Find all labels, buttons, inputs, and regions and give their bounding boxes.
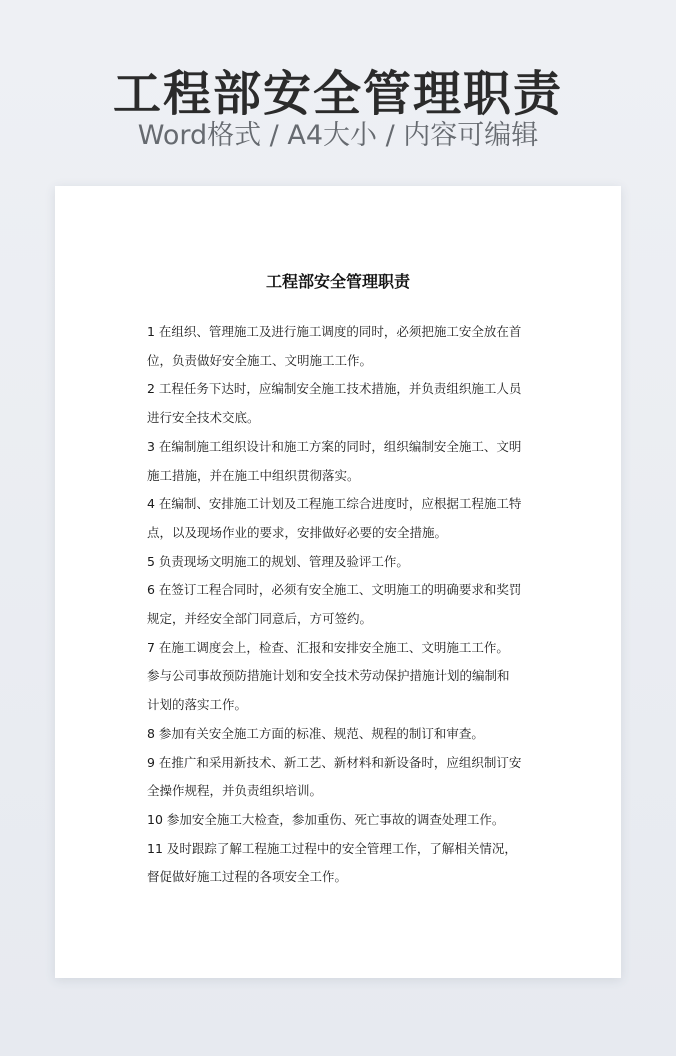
document-line: 1 在组织、管理施工及进行施工调度的同时，必须把施工安全放在首 bbox=[147, 324, 522, 339]
document-title: 工程部安全管理职责 bbox=[265, 272, 410, 291]
document-line: 进行安全技术交底。 bbox=[147, 410, 260, 426]
document-body bbox=[147, 318, 537, 892]
document-line: 5 负责现场文明施工的规划、管理及验评工作。 bbox=[147, 553, 409, 569]
document-line: 点，以及现场作业的要求，安排做好必要的安全措施。 bbox=[147, 524, 448, 540]
document-line: 位，负责做好安全施工、文明施工工作。 bbox=[147, 352, 373, 368]
document-line: 施工措施，并在施工中组织贯彻落实。 bbox=[147, 467, 360, 483]
banner-subtitle: Word格式 / A4大小 / 内容可编辑 bbox=[137, 120, 539, 151]
document-line: 全操作规程，并负责组织培训。 bbox=[147, 783, 323, 799]
document-line: 督促做好施工过程的各项安全工作。 bbox=[147, 869, 348, 885]
document-line: 3 在编制施工组织设计和施工方案的同时，组织编制安全施工、文明 bbox=[147, 438, 522, 454]
document-line: 规定，并经安全部门同意后，方可签约。 bbox=[147, 611, 373, 627]
document-line: 参与公司事故预防措施计划和安全技术劳动保护措施计划的编制和 bbox=[147, 668, 510, 684]
document-line: 计划的落实工作。 bbox=[147, 697, 248, 713]
document-line: 9 在推广和采用新技术、新工艺、新材料和新设备时，应组织制订安 bbox=[147, 754, 522, 770]
document-line: 6 在签订工程合同时，必须有安全施工、文明施工的明确要求和奖罚 bbox=[147, 582, 522, 598]
document-page bbox=[55, 186, 621, 978]
document-line: 4 在编制、安排施工计划及工程施工综合进度时，应根据工程施工特 bbox=[147, 496, 522, 512]
document-line: 11 及时跟踪了解工程施工过程中的安全管理工作，了解相关情况， bbox=[147, 840, 517, 856]
document-line: 10 参加安全施工大检查，参加重伤、死亡事故的调查处理工作。 bbox=[147, 811, 505, 827]
document-line: 8 参加有关安全施工方面的标准、规范、规程的制订和审查。 bbox=[147, 725, 484, 741]
document-line: 2 工程任务下达时，应编制安全施工技术措施，并负责组织施工人员 bbox=[147, 381, 522, 397]
document-line: 7 在施工调度会上，检查、汇报和安排安全施工、文明施工工作。 bbox=[147, 639, 509, 655]
banner-title: 工程部安全管理职责 bbox=[112, 66, 563, 122]
